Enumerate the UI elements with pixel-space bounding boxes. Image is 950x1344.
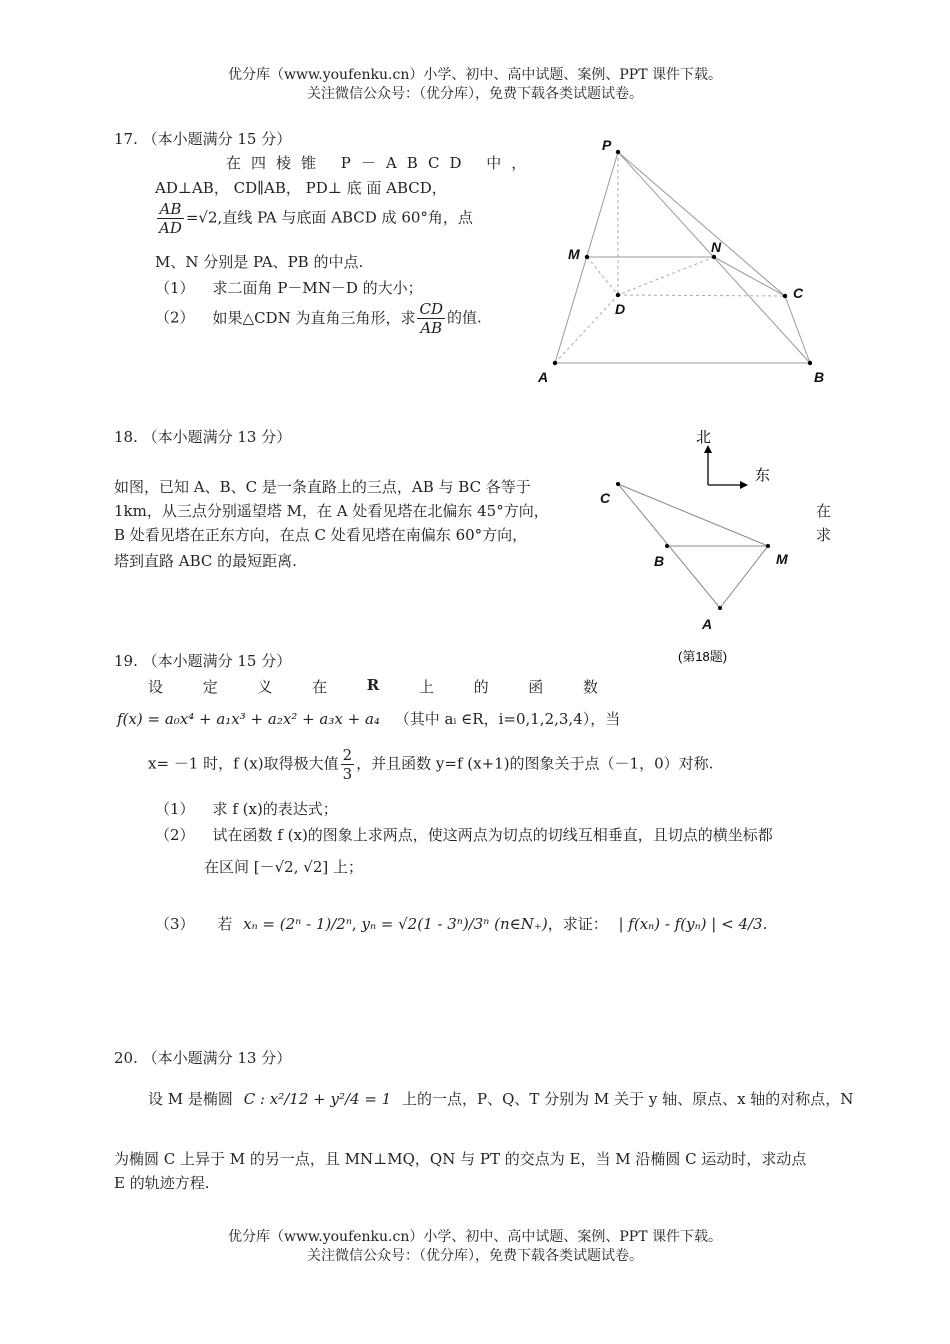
point-b: [665, 544, 669, 548]
edge-ad-hidden: [555, 295, 618, 363]
q17-pyramid-figure: [530, 130, 850, 390]
q18-line-3-right: 求: [816, 526, 832, 544]
edge-md-hidden: [587, 257, 618, 295]
q19-intro-char: R: [366, 676, 380, 694]
q17-cond1: AD⊥AB， CD∥AB， PD⊥ 底 面 ABCD，: [155, 179, 447, 197]
q19-part2-interval: 在区间 [－√2, √2] 上；: [204, 858, 363, 876]
q18-line-3: B 处看见塔在正东方向，在点 C 处看见塔在南偏东 60°方向，: [114, 526, 528, 544]
label-c: C: [793, 285, 804, 301]
q19-prove: ，求证：: [547, 915, 608, 933]
q19-intro-char: 函: [528, 678, 544, 696]
point-d: [616, 293, 620, 297]
east-label: 东: [755, 467, 771, 484]
edge-nc: [714, 257, 785, 296]
q17-cond3: M、N 分别是 PA、PB 的中点.: [155, 253, 364, 271]
q19-intro-char: 的: [473, 678, 489, 696]
q17-part2-num: CD: [419, 300, 443, 318]
label-b: B: [654, 553, 665, 569]
point-n: [712, 255, 716, 259]
east-arrow-head: [740, 481, 748, 489]
north-arrow-head: [704, 445, 712, 453]
north-label: 北: [696, 429, 712, 446]
q19-part1-no: （1）: [155, 800, 195, 818]
label-c: C: [600, 490, 611, 506]
label-a: A: [538, 369, 549, 385]
q17-cond2: ,直线 PA 与底面 ABCD 成 60°角，点: [217, 208, 473, 227]
point-c: [616, 482, 620, 486]
q18-caption: (第18题): [678, 649, 728, 664]
q19-n-range: (n∈N₊): [494, 915, 548, 933]
q20-l1a: 设 M 是椭圆: [148, 1090, 233, 1108]
q19-inequality: | f(xₙ) - f(yₙ) | < 4/3.: [618, 915, 768, 933]
label-d: D: [615, 301, 626, 317]
q17-part1-no: （1）: [155, 279, 195, 297]
q19-part2-no: （2）: [155, 826, 195, 844]
q17-ratio-den: AD: [159, 219, 182, 237]
q17-part2-no: （2）: [155, 308, 195, 327]
line-am: [720, 546, 768, 608]
q18-line-4: 塔到直路 ABC 的最短距离.: [114, 552, 297, 570]
edge-bc: [785, 296, 810, 363]
q19-part3: （3） 若 xₙ = (2ⁿ - 1)/2ⁿ, yₙ = √2(1 - 3ⁿ)/3ⁿ (n∈N₊)，求证： | f(xₙ) - f(yₙ) | < 4/3.: [155, 915, 768, 933]
q19-function-line: [117, 708, 620, 729]
q19-intro-char: 义: [257, 678, 273, 696]
q19-fx: f(x) = a₀x⁴ + a₁x³ + a₂x² + a₃x + a₄: [117, 710, 380, 728]
q19-cond-den: 3: [342, 765, 353, 783]
q19-cond-b: ，并且函数 y=f (x+1)的图象关于点（－1，0）对称.: [356, 754, 714, 773]
q19-condition: [148, 746, 713, 783]
q18-title: 18. （本小题满分 13 分）: [114, 428, 292, 446]
q17-part2-text: 如果△CDN 为直角三角形，求: [212, 308, 416, 327]
q17-ratio-num: AB: [157, 200, 184, 219]
q18-line-2: 1km，从三点分别遥望塔 M，在 A 处看见塔在北偏东 45°方向，: [114, 502, 549, 520]
point-a: [718, 606, 722, 610]
edge-dc-hidden: [618, 295, 785, 296]
q20-line-3: E 的轨迹方程.: [114, 1174, 210, 1192]
point-p: [616, 150, 620, 154]
footer-line-2: 关注微信公众号：（优分库），免费下载各类试题试卷。: [307, 1248, 643, 1264]
footer-line-1: 优分库（www.youfenku.cn）小学、初中、高中试题、案例、PPT 课件下载。: [227, 1229, 722, 1245]
label-p: P: [602, 137, 612, 153]
q17-part1-text: 求二面角 P－MN－D 的大小；: [212, 279, 423, 297]
label-n: N: [711, 239, 722, 255]
q17-part1: [155, 277, 423, 298]
q18-figure: [590, 425, 820, 670]
q18-line-2-right: 在: [816, 502, 832, 520]
point-m: [585, 255, 589, 259]
q19-part3-if: 若: [217, 915, 233, 933]
point-b: [808, 361, 812, 365]
q19-cond-a: x= －1 时，f (x)取得极大值: [148, 754, 339, 773]
label-b: B: [814, 369, 825, 385]
q19-part1: [155, 798, 338, 819]
q17-ratio-eq: =√2: [185, 208, 218, 227]
q19-cond-num: 2: [342, 746, 353, 764]
q17-part2-den: AB: [420, 319, 443, 337]
q19-part2-text: 试在函数 f (x)的图象上求两点，使这两点为切点的切线互相垂直，且切点的横坐标都: [212, 826, 773, 844]
q17-intro: 在四棱锥 P－ABCD 中，: [226, 154, 537, 172]
q20-line-1: [148, 1088, 853, 1109]
q17-part2: [155, 300, 482, 337]
q17-title: 17. （本小题满分 15 分）: [114, 130, 292, 148]
line-cm: [618, 484, 768, 546]
q17-ratio-fraction: [157, 200, 184, 237]
label-m: M: [776, 551, 788, 567]
q19-part2: [155, 824, 773, 845]
q20-line-2: 为椭圆 C 上异于 M 的另一点，且 MN⊥MQ，QN 与 PT 的交点为 E，当 M 沿椭圆 C 运动时，求动点: [114, 1150, 807, 1168]
q19-part1-text: 求 f (x)的表达式；: [212, 800, 338, 818]
q17-part2-end: 的值.: [447, 308, 482, 327]
q17-part2-fraction: [417, 300, 445, 337]
q19-intro-char: 设: [148, 678, 164, 696]
q20-title: 20. （本小题满分 13 分）: [114, 1049, 292, 1067]
q19-intro-char: 数: [582, 678, 598, 696]
edge-pc: [618, 152, 785, 296]
q17-cond2-line: [155, 200, 473, 237]
q18-line-1: 如图，已知 A、B、C 是一条直路上的三点，AB 与 BC 各等于: [114, 478, 531, 496]
q20-ellipse: C : x²/12 + y²/4 = 1: [243, 1090, 392, 1108]
label-m: M: [568, 246, 580, 262]
header-line-2: 关注微信公众号：（优分库），免费下载各类试题试卷。: [307, 86, 643, 102]
point-m: [766, 544, 770, 548]
q19-part3-no: （3）: [155, 915, 195, 933]
edge-nd-hidden: [618, 257, 714, 295]
q19-cond-fraction: [341, 746, 355, 783]
q19-intro-char: 在: [312, 678, 328, 696]
q19-where: （其中 aᵢ ∈R，i=0,1,2,3,4），当: [394, 710, 621, 728]
q19-intro-char: 定: [202, 678, 218, 696]
point-c: [783, 294, 787, 298]
q20-l1b: 上的一点，P、Q、T 分别为 M 关于 y 轴、原点、x 轴的对称点，N: [402, 1090, 854, 1108]
q19-intro: [148, 676, 598, 697]
point-a: [553, 361, 557, 365]
q19-title: 19. （本小题满分 15 分）: [114, 652, 292, 670]
label-a: A: [702, 616, 713, 632]
header-line-1: 优分库（www.youfenku.cn）小学、初中、高中试题、案例、PPT 课件下载。: [227, 67, 722, 83]
q19-xn: xₙ = (2ⁿ - 1)/2ⁿ: [243, 915, 352, 933]
q19-yn: yₙ = √2(1 - 3ⁿ)/3ⁿ: [361, 915, 490, 933]
q19-intro-char: 上: [418, 678, 434, 696]
